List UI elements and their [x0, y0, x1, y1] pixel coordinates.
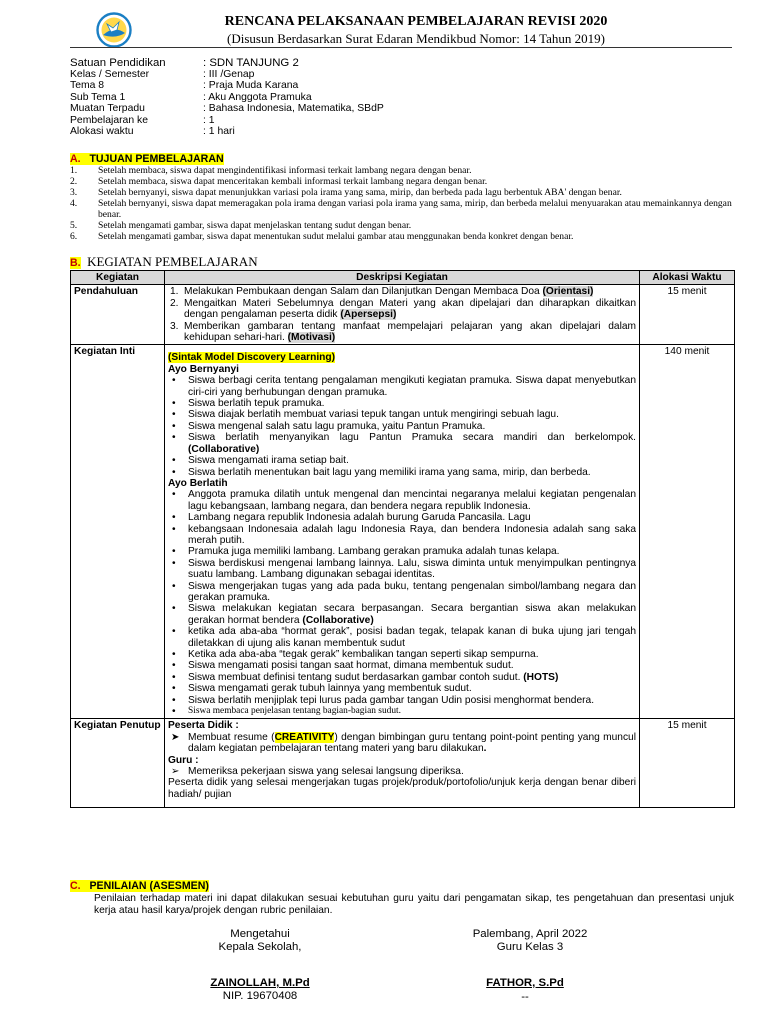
item-text: Siswa diajak berlatih membuat variasi tepuk tangan untuk mengiringi sebuah lagu.: [188, 409, 559, 421]
item-number: 1.: [170, 286, 179, 298]
identity-label: Muatan Terpadu: [70, 103, 145, 115]
list-item: • Siswa berlatih menentukan bait lagu yang memiliki irama yang sama, mirip, dan berbeda.: [168, 467, 636, 478]
list-item: • Siswa berbagi cerita tentang pengalaman mengikuti kegiatan pramuka. Siswa dapat menyebutkan ciri-ciri yang berhubungan dengan pramuka.: [172, 375, 636, 398]
identity-label: Kelas / Semester: [70, 69, 150, 80]
teacher-nip: --: [521, 991, 529, 1003]
identity-label: Tema 8: [70, 80, 105, 92]
item-number: 2.: [170, 297, 179, 309]
item-text: Siswa melakukan kegiatan secara berpasangan. Secara bergantian siswa akan melakukan gerakan hormat bendera: [188, 603, 636, 626]
list-item: [70, 220, 734, 231]
phase-cell: Kegiatan Penutup: [71, 719, 165, 808]
list-item: [168, 298, 636, 321]
list-item: • Siswa membuat definisi tentang sudut berdasarkan gambar contoh sudut. (HOTS): [172, 671, 559, 683]
list-item: • kebangsaan Indonesaia adalah lagu Indonesia Raya, dan bendera Indonesia adalah sang saka merah putih.: [172, 523, 636, 546]
identity-label: Alokasi waktu: [70, 125, 134, 137]
item-tag: (HOTS): [523, 671, 559, 683]
section-c-heading: [70, 880, 209, 893]
list-item: ➤ Membuat resume (CREATIVITY) dengan bimbingan guru tentang point-point penting yang muncul dalam kegiatan pembelajaran tentang materi yang baru dilakukan.: [171, 731, 636, 755]
signature-left-line1: Mengetahui: [230, 928, 290, 940]
identity-row: [70, 115, 570, 126]
table-header-row: [71, 271, 735, 285]
item-text: Siswa mengenal salah satu lagu pramuka, yaitu Pantun Pramuka.: [188, 420, 486, 432]
item-text: Siswa berlatih menentukan bait lagu yang memiliki irama yang sama, mirip, dan berbeda.: [188, 466, 591, 478]
item-text: ketika ada aba-aba “hormat gerak”, posisi badan tegak, telapak kanan di buka ujung jari tengah diletakkan di ujung alis kanan membentuk sudut: [188, 626, 636, 649]
item-text: Siswa membaca penjelasan tentang bagian-bagian sudut.: [188, 706, 401, 717]
item-text: Pramuka juga memiliki lambang. Lambang gerakan pramuka adalah tunas kelapa.: [188, 546, 560, 558]
column-header: Deskripsi Kegiatan: [165, 271, 640, 285]
item-tag: (Orientasi): [542, 286, 594, 298]
description-cell: [165, 345, 640, 719]
subheading: Peserta Didik :: [168, 720, 239, 732]
table-row: [71, 345, 735, 719]
identity-value: : Praja Muda Karana: [203, 80, 299, 92]
item-text: Siswa berbagi cerita tentang pengalaman mengikuti kegiatan pramuka. Siswa dapat menyebutkan ciri-ciri yang berhubungan dengan pramuka.: [188, 375, 636, 398]
identity-row: [70, 69, 570, 80]
item-text: Siswa mengamati irama setiap bait.: [188, 455, 349, 467]
subheading: Ayo Bernyanyi: [168, 363, 239, 375]
kegiatan-table: [70, 270, 735, 808]
document-header: [96, 12, 736, 48]
item-text: Setelah membaca, siswa dapat mengindentifikasi informasi terkait lambang negara dengan benar.: [98, 165, 472, 176]
phase-cell: Pendahuluan: [71, 285, 165, 345]
item-tag: (Collaborative): [302, 614, 374, 626]
item-text: Setelah bernyanyi, siswa dapat memeragakan pola irama dengan variasi pola irama yang sama, mirip, dan berbeda melalui menyuarakan atau memainkannya dengan benar.: [98, 198, 732, 220]
item-number: 5.: [70, 220, 78, 231]
identity-value: : 1 hari: [203, 125, 235, 137]
subheading: Guru :: [168, 754, 199, 766]
section-title: KEGIATAN PEMBELAJARAN: [87, 254, 258, 269]
item-text: Memberikan gambaran tentang manfaat mempelajari pelajaran yang akan dipelajari dalam kehidupan sehari-hari.: [184, 320, 636, 344]
item-text: Setelah mengamati gambar, siswa dapat menentukan sudut melalui gambar atau menggunakan benda konkret dengan benar.: [98, 231, 574, 242]
item-number: 2.: [70, 176, 78, 187]
item-number: 1.: [70, 165, 78, 176]
item-text: Siswa berlatih menjiplak tepi lurus pada gambar tangan Udin posisi menghormat bendera.: [188, 694, 595, 706]
phase-cell: Kegiatan Inti: [71, 345, 165, 719]
item-tag: (Collaborative): [188, 443, 260, 455]
identity-value: : Aku Anggota Pramuka: [203, 91, 312, 103]
item-text: Siswa berlatih menyanyikan lagu Pantun Pramuka secara mandiri dan berkelompok.: [188, 432, 636, 444]
table-row: [71, 285, 735, 345]
section-b-heading: [70, 254, 258, 270]
alloc-cell: 140 menit: [640, 345, 735, 719]
list-item: • Siswa berlatih menjiplak tepi lurus pada gambar tangan Udin posisi menghormat bendera.: [168, 695, 636, 706]
item-text: ) dengan bimbingan guru tentang point-point penting yang muncul dalam kegiatan pembelajaran tentang materi yang baru dilakukan: [188, 731, 636, 755]
list-item: [70, 198, 734, 220]
list-item: • ketika ada aba-aba “hormat gerak”, posisi badan tegak, telapak kanan di buka ujung jari tengah diletakkan di ujung alis kanan membentuk sudut: [172, 626, 636, 649]
penilaian-text: Penilaian terhadap materi ini dapat dilakukan sesuai kebutuhan guru yaitu dari pengamatan sikap, tes pengetahuan dan presentasi unjuk kerja atau hasil karya/projek dengan rubric penilaian.: [94, 893, 734, 916]
identity-value: : Bahasa Indonesia, Matematika, SBdP: [203, 103, 384, 115]
list-item: • Lambang negara republik Indonesia adalah burung Garuda Pancasila. Lagu: [168, 512, 636, 523]
tujuan-list: [70, 165, 734, 242]
item-text: Setelah membaca, siswa dapat menceritakan kembali informasi terkait lambang negara dengan benar.: [98, 176, 488, 187]
item-text: Siswa mengamati gerak tubuh lainnya yang membentuk sudut.: [188, 683, 472, 695]
signature-right-line1: Palembang, April 2022: [472, 928, 588, 940]
identity-value: : III /Genap: [203, 69, 255, 80]
list-item: • Siswa diajak berlatih membuat variasi tepuk tangan untuk mengiringi sebuah lagu.: [168, 409, 636, 420]
item-text: Lambang negara republik Indonesia adalah burung Garuda Pancasila. Lagu: [188, 512, 531, 524]
principal-name: ZAINOLLAH, M.Pd: [210, 977, 310, 989]
header-divider: [70, 47, 732, 48]
list-item: [70, 176, 734, 187]
identity-value: : 1: [203, 114, 215, 126]
signature-right-line2: Guru Kelas 3: [496, 941, 564, 953]
model-label: (Sintak Model Discovery Learning): [168, 352, 335, 364]
identity-row: [70, 103, 570, 114]
document-subtitle: (Disusun Berdasarkan Surat Edaran Mendikbud Nomor: 14 Tahun 2019): [227, 31, 605, 46]
item-tag: (Apersepsi): [340, 309, 397, 321]
activity-list: [168, 375, 636, 478]
item-text: kebangsaan Indonesaia adalah lagu Indonesia Raya, dan bendera Indonesia adalah sang saka merah putih.: [188, 523, 636, 546]
section-letter: C.: [70, 880, 81, 892]
item-text: Siswa mengamati posisi tangan saat hormat, dimana membentuk sudut.: [188, 660, 514, 672]
item-tag: (Motivasi): [287, 332, 336, 344]
list-item: [70, 165, 734, 176]
list-item: [70, 187, 734, 198]
closing-text: Peserta didik yang selesai mengerjakan tugas projek/produk/portofolio/unjuk kerja dengan benar diberi hadiah/ pujian: [168, 777, 636, 800]
item-text: Siswa berlatih tepuk pramuka.: [188, 398, 325, 410]
identity-row: [70, 57, 570, 69]
item-text: Siswa membuat definisi tentang sudut berdasarkan gambar contoh sudut.: [188, 671, 521, 683]
alloc-cell: 15 menit: [640, 285, 735, 345]
item-text: Setelah bernyanyi, siswa dapat menunjukkan variasi pola irama yang sama, mirip, dan berbeda pada lagu berbentuk ABA' dengan benar.: [98, 187, 622, 198]
item-text: Setelah mengamati gambar, siswa dapat menjelaskan tentang sudut dengan benar.: [98, 220, 412, 231]
item-text: Melakukan Pembukaan dengan Salam dan Dilanjutkan Dengan Membaca Doa: [184, 286, 540, 298]
item-tag: CREATIVITY: [274, 731, 335, 743]
section-title: TUJUAN PEMBELAJARAN: [89, 153, 224, 165]
list-item: • Siswa membaca penjelasan tentang bagian-bagian sudut.: [168, 706, 636, 717]
table-row: [71, 719, 735, 808]
list-item: • Siswa mengamati irama setiap bait.: [168, 455, 636, 466]
item-number: 3.: [170, 320, 179, 332]
section-a-heading: [70, 153, 224, 166]
identity-row: [70, 126, 570, 137]
activity-list: [168, 489, 636, 717]
item-number: 3.: [70, 187, 78, 198]
list-item: [168, 286, 636, 297]
identity-row: [70, 80, 570, 91]
list-item: • Siswa mengenal salah satu lagu pramuka, yaitu Pantun Pramuka.: [168, 421, 636, 432]
list-item: • Siswa mengamati posisi tangan saat hormat, dimana membentuk sudut.: [168, 660, 636, 671]
item-text: Anggota pramuka dilatih untuk mengenal dan mencintai negaranya melalui kegiatan pengenalan lagu kebangsaan, lambang negara, dan bendera negara republik Indonesia.: [188, 489, 636, 512]
identity-row: [70, 92, 570, 103]
identity-label: Pembelajaran ke: [70, 114, 148, 126]
item-text: Mengaitkan Materi Sebelumnya dengan Materi yang akan dipelajari dan diharapkan dikaitkan dengan pengalaman peserta didik: [184, 297, 636, 321]
identity-block: [70, 57, 570, 137]
item-number: 6.: [70, 231, 78, 242]
description-cell: [165, 719, 640, 808]
list-item: • Siswa melakukan kegiatan secara berpasangan. Secara bergantian siswa akan melakukan gerakan hormat bendera (Collaborative): [172, 603, 636, 626]
list-item: • Siswa berlatih menyanyikan lagu Pantun Pramuka secara mandiri dan berkelompok. (Collaborative): [172, 432, 636, 455]
list-item: • Pramuka juga memiliki lambang. Lambang gerakan pramuka adalah tunas kelapa.: [168, 546, 636, 557]
section-title: PENILAIAN (ASESMEN): [89, 880, 209, 892]
list-item: • Siswa mengamati gerak tubuh lainnya yang membentuk sudut.: [168, 683, 636, 694]
item-text: Siswa mengerjakan tugas yang ada pada buku, tentang pengenalan simbol/lambang negara dan gerakan pramuka.: [188, 580, 636, 603]
list-item: • Anggota pramuka dilatih untuk mengenal dan mencintai negaranya melalui kegiatan pengenalan lagu kebangsaan, lambang negara, dan bendera negara republik Indonesia.: [172, 489, 636, 512]
section-letter: B.: [70, 257, 81, 269]
description-cell: [165, 285, 640, 345]
item-number: 4.: [70, 198, 78, 209]
identity-label: Satuan Pendidikan: [70, 57, 166, 69]
document-title: RENCANA PELAKSANAAN PEMBELAJARAN REVISI 2020: [224, 14, 608, 29]
list-item: ➢ Memeriksa pekerjaan siswa yang selesai langsung diperiksa.: [171, 766, 464, 778]
list-item: • Siswa mengerjakan tugas yang ada pada buku, tentang pengenalan simbol/lambang negara dan gerakan pramuka.: [172, 580, 636, 603]
teacher-name: FATHOR, S.Pd: [486, 977, 564, 989]
list-item: [168, 321, 636, 344]
item-text: Memeriksa pekerjaan siswa yang selesai langsung diperiksa.: [188, 766, 464, 778]
item-text: Ketika ada aba-aba “tegak gerak” kembalikan tangan seperti sikap sempurna.: [188, 649, 539, 660]
principal-nip: NIP. 19670408: [222, 990, 298, 1002]
list-item: • Ketika ada aba-aba “tegak gerak” kembalikan tangan seperti sikap sempurna.: [168, 649, 636, 660]
identity-value: : SDN TANJUNG 2: [203, 57, 299, 69]
subheading: Ayo Berlatih: [168, 477, 228, 489]
identity-label: Sub Tema 1: [70, 91, 126, 103]
item-text: Membuat resume (: [188, 731, 275, 743]
alloc-cell: 15 menit: [640, 719, 735, 808]
column-header: Kegiatan: [71, 271, 165, 285]
list-item: [70, 231, 734, 242]
column-header: Alokasi Waktu: [640, 271, 735, 285]
item-text: Siswa berdiskusi mengenai lambang lainnya. Lalu, siswa diminta untuk menyimpulkan pentingnya suatu lambang. Lambang digunakan sebagai identitas.: [188, 557, 636, 581]
section-letter: A.: [70, 153, 81, 165]
signature-left-line2: Kepala Sekolah,: [218, 941, 302, 953]
list-item: • Siswa berlatih tepuk pramuka.: [168, 398, 636, 409]
list-item: • Siswa berdiskusi mengenai lambang lainnya. Lalu, siswa diminta untuk menyimpulkan pentingnya suatu lambang. Lambang digunakan sebagai identitas.: [172, 557, 636, 581]
